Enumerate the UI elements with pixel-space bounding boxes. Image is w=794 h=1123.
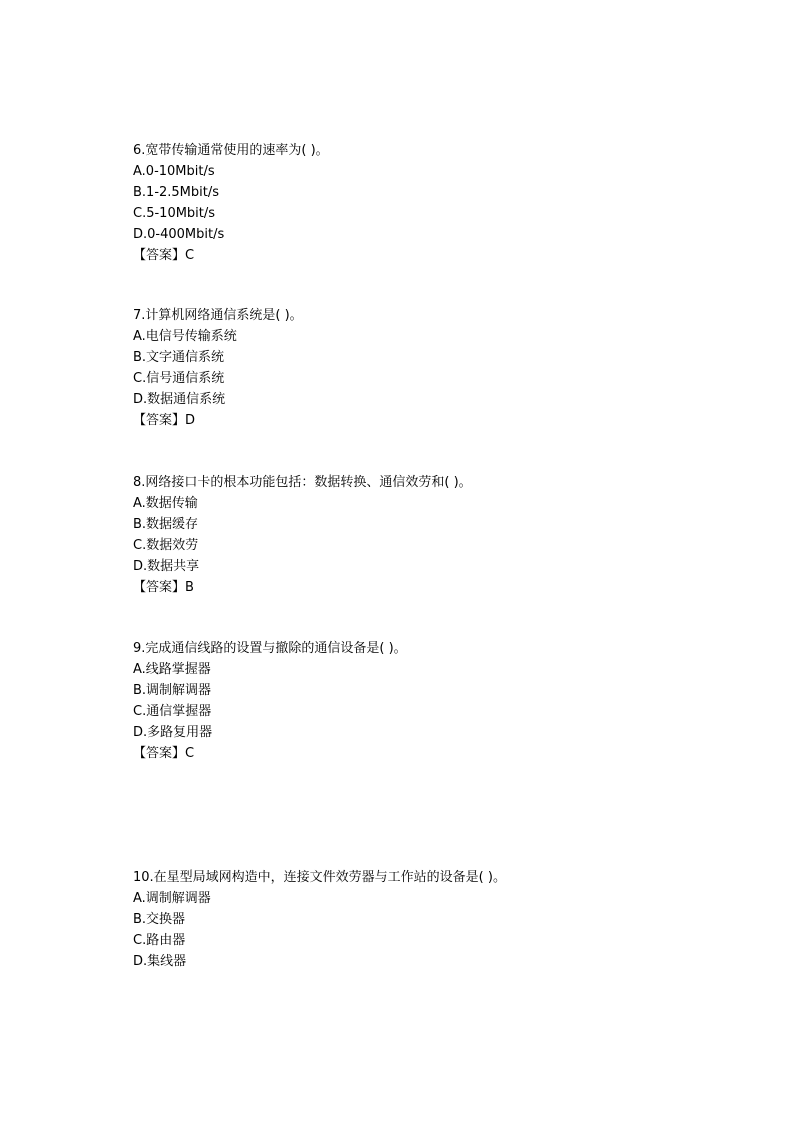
option-b: B.数据缓存 xyxy=(133,517,199,532)
option-c: C.路由器 xyxy=(133,933,186,948)
question-9 xyxy=(133,638,753,764)
question-stem: 7.计算机网络通信系统是( )。 xyxy=(133,308,303,323)
option-b: B.调制解调器 xyxy=(133,683,212,698)
option-c: C.5-10Mbit/s xyxy=(133,206,216,221)
question-stem: 10.在星型局域网构造中，连接文件效劳器与工作站的设备是( )。 xyxy=(133,870,506,885)
option-b: B.1-2.5Mbit/s xyxy=(133,185,220,200)
question-stem: 8.网络接口卡的根本功能包括：数据转换、通信效劳和( )。 xyxy=(133,475,472,490)
option-b: B.文字通信系统 xyxy=(133,350,225,365)
option-a: A.线路掌握器 xyxy=(133,662,211,677)
option-d: D.多路复用器 xyxy=(133,725,213,740)
option-a: A.调制解调器 xyxy=(133,891,211,906)
option-c: C.数据效劳 xyxy=(133,538,199,553)
question-10 xyxy=(133,867,753,972)
option-a: A.数据传输 xyxy=(133,496,198,511)
answer-label: 【答案】D xyxy=(133,413,196,428)
option-d: D.集线器 xyxy=(133,954,187,969)
answer-label: 【答案】C xyxy=(133,248,195,263)
option-d: D.数据共享 xyxy=(133,559,200,574)
question-8 xyxy=(133,472,753,598)
answer-label: 【答案】B xyxy=(133,580,194,595)
option-b: B.交换器 xyxy=(133,912,186,927)
question-6 xyxy=(133,140,753,266)
question-7 xyxy=(133,305,753,431)
option-c: C.信号通信系统 xyxy=(133,371,225,386)
option-a: A.电信号传输系统 xyxy=(133,329,237,344)
option-a: A.0-10Mbit/s xyxy=(133,164,215,179)
answer-label: 【答案】C xyxy=(133,746,195,761)
option-d: D.0-400Mbit/s xyxy=(133,227,225,242)
question-stem: 9.完成通信线路的设置与撤除的通信设备是( )。 xyxy=(133,641,407,656)
option-d: D.数据通信系统 xyxy=(133,392,226,407)
question-stem: 6.宽带传输通常使用的速率为( )。 xyxy=(133,143,329,158)
option-c: C.通信掌握器 xyxy=(133,704,212,719)
